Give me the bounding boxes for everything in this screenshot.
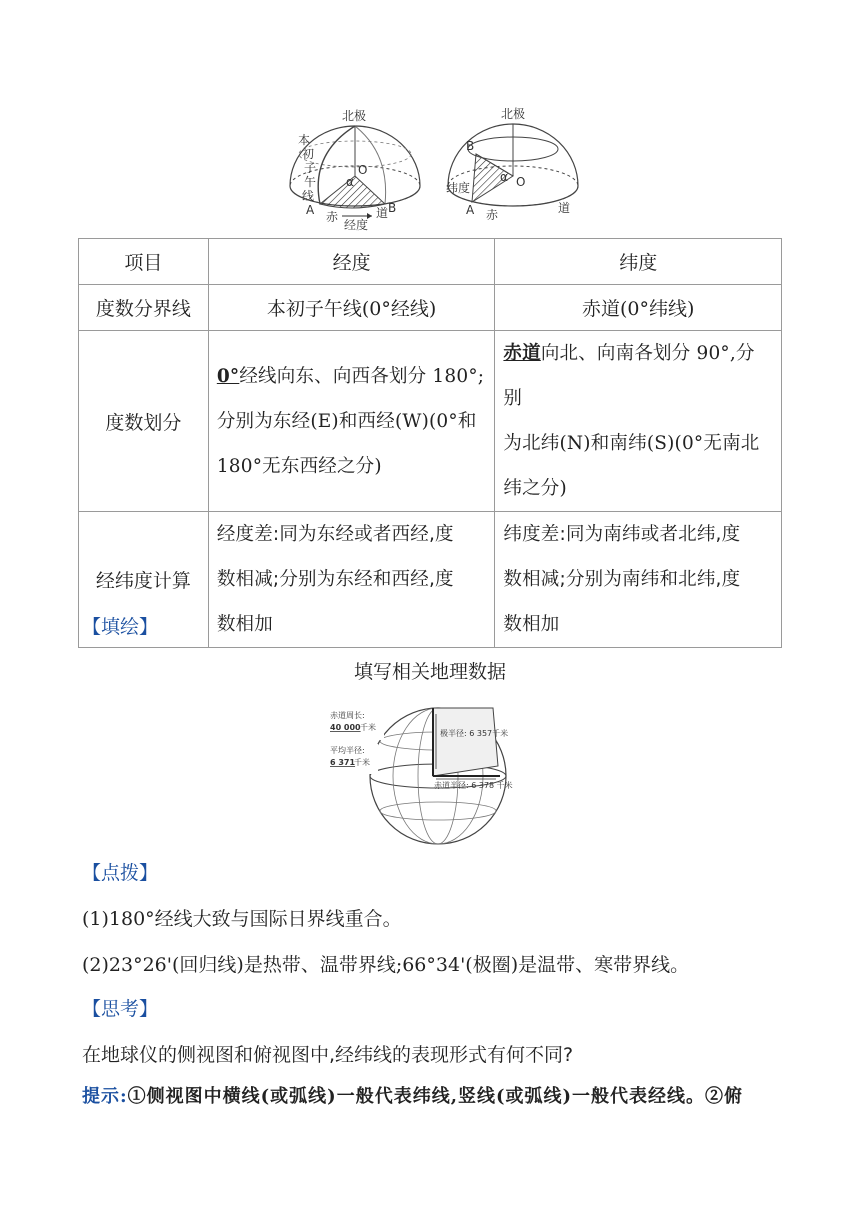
row-label-calculation: 经纬度计算 [79, 512, 209, 648]
earth-globe-figure [328, 696, 528, 846]
think-section-label: 【思考】 [82, 998, 159, 1020]
fill-figure-title: 填写相关地理数据 [353, 661, 506, 683]
equatorial-radius-label: 赤道半径: 6 378 千米 [434, 781, 513, 790]
hint-paragraph [82, 1082, 743, 1108]
pm-char-2: 初 [302, 147, 315, 161]
mean-radius-value: 6 371 [330, 758, 356, 767]
right-angle: α [500, 170, 508, 184]
lon-boundary: 本初子午线(0°经线) [208, 285, 495, 331]
mean-radius-label: 平均半径: [330, 746, 365, 755]
left-angle: α [346, 175, 354, 189]
row-label-division: 度数划分 [79, 331, 209, 512]
latitude-hemisphere [446, 106, 578, 222]
hemisphere-diagrams [280, 104, 590, 232]
table-row [79, 512, 782, 648]
right-equator-dao: 道 [558, 201, 571, 215]
pm-char-5: 线 [302, 189, 315, 203]
fill-section-label: 【填绘】 [82, 616, 159, 638]
header-longitude: 经度 [208, 239, 495, 285]
eq-circumference-value: 40 000 [330, 723, 361, 732]
pm-char-4: 午 [304, 175, 317, 189]
table-header-row [79, 239, 782, 285]
right-point-b: B [466, 139, 475, 153]
eq-circumference-unit: 千米 [360, 723, 376, 732]
left-center-o: O [358, 163, 368, 177]
pm-char-3: 子 [304, 161, 317, 175]
left-north-pole: 北极 [342, 109, 367, 123]
lat-division: 赤道向北、向南各划分 90°,分别 为北纬(N)和南纬(S)(0°无南北 纬之分) [495, 331, 782, 512]
polar-radius-label: 极半径: 6 357千米 [440, 729, 509, 738]
lon-lat-comparison-table [78, 238, 782, 648]
eq-circumference-label: 赤道周长: [330, 711, 365, 720]
right-point-a: A [466, 203, 475, 217]
earth-globe [328, 696, 528, 846]
left-equator-dao: 道 [376, 206, 389, 220]
left-longitude-label: 经度 [344, 218, 369, 232]
lat-calculation: 纬度差:同为南纬或者北纬,度 数相减;分别为南纬和北纬,度 数相加 [495, 512, 782, 648]
lon-calculation: 经度差:同为东经或者西经,度 数相减;分别为东经和西经,度 数相加 [208, 512, 495, 648]
right-latitude-label: 纬度 [446, 181, 471, 195]
left-equator-chi: 赤 [326, 210, 339, 224]
mean-radius-unit: 千米 [354, 758, 370, 767]
tip-line-1: (1)180°经线大致与国际日界线重合。 [82, 908, 402, 930]
header-latitude: 纬度 [495, 239, 782, 285]
right-equator-chi: 赤 [486, 208, 499, 222]
left-point-b: B [388, 201, 397, 215]
hint-label: 提示: [82, 1086, 128, 1107]
right-north-pole: 北极 [501, 107, 526, 121]
right-center-o: O [516, 175, 526, 189]
lat-key: 赤道 [503, 343, 541, 364]
hemisphere-figures [280, 104, 590, 232]
header-item: 项目 [79, 239, 209, 285]
lon-key: 0° [216, 365, 240, 387]
left-point-a: A [306, 203, 315, 217]
tip-line-2: (2)23°26'(回归线)是热带、温带界线;66°34'(极圈)是温带、寒带界线。 [82, 954, 690, 976]
tips-section-label: 【点拨】 [82, 862, 159, 884]
lon-division: 0°经线向东、向西各划分 180°; 分别为东经(E)和西经(W)(0°和 180°无东西经之分) [208, 331, 495, 512]
hint-text: ①侧视图中横线(或弧线)一般代表纬线,竖线(或弧线)一般代表经线。②俯 [127, 1086, 743, 1107]
think-question: 在地球仪的侧视图和俯视图中,经纬线的表现形式有何不同? [82, 1044, 574, 1066]
row-label-boundary: 度数分界线 [79, 285, 209, 331]
table-row [79, 331, 782, 512]
table-row [79, 285, 782, 331]
longitude-hemisphere [290, 108, 420, 232]
pm-char-1: 本 [298, 133, 311, 147]
lat-boundary: 赤道(0°纬线) [495, 285, 782, 331]
